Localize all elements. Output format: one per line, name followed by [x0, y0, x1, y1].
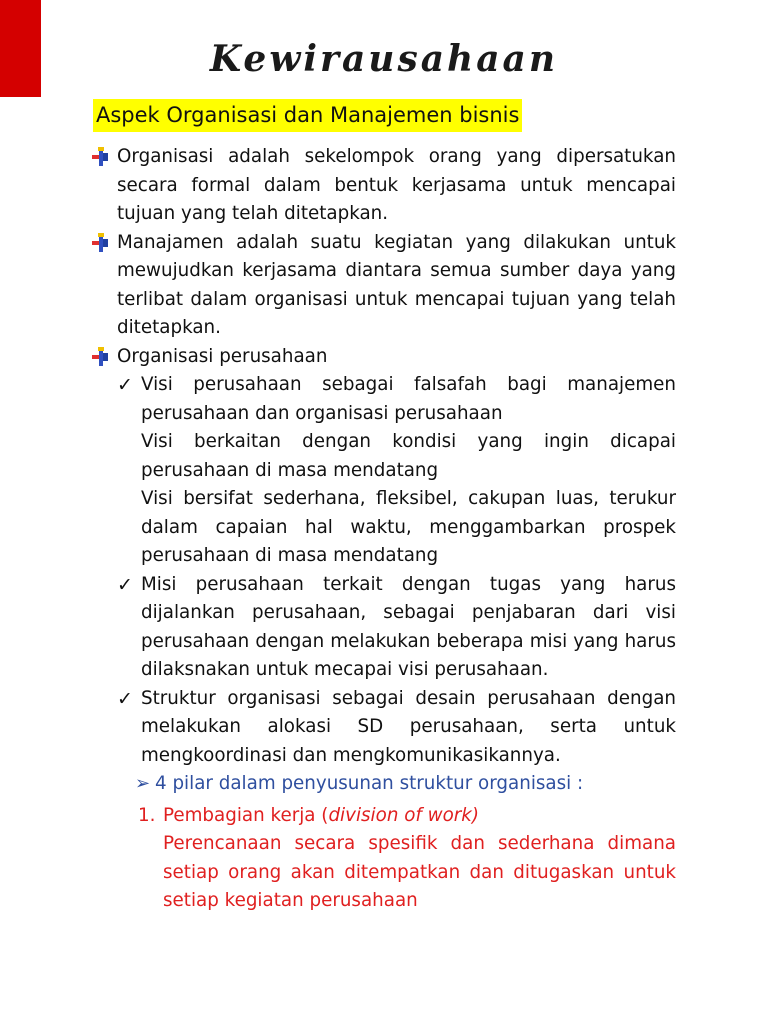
- page-title: Kewirausahaan: [209, 38, 559, 80]
- bullet-text: Organisasi adalah sekelompok orang yang dipersatukan secara formal dalam bentuk kerjasama untuk mencapai tujuan yang telah ditetapkan.: [117, 146, 676, 224]
- visi-detail-2: Visi bersifat sederhana, fleksibel, cakupan luas, terukur dalam capaian hal waktu, menggambarkan prospek perusahaan di masa mendatang: [141, 488, 676, 566]
- checkmark-icon: ✓: [117, 573, 133, 596]
- check-text: Visi perusahaan sebagai falsafah bagi manajemen perusahaan dan organisasi perusahaan: [141, 374, 676, 424]
- pillar-label-italic: division of work): [328, 804, 480, 826]
- bullet-item-organisasi: [90, 143, 676, 229]
- check-text: Struktur organisasi sebagai desain perusahaan dengan melakukan alokasi SD perusahaan, serta untuk mengkoordinasi dan mengkomunikasikannya.: [141, 687, 676, 766]
- document-body: [90, 143, 676, 916]
- check-text: Misi perusahaan terkait dengan tugas yang harus dijalankan perusahaan, sebagai penjabaran dari visi perusahaan dengan melakukan beberapa misi yang harus dilaksnakan untuk mecapai visi perusahaan.: [141, 573, 676, 680]
- arrow-bullet-icon: ➢: [135, 773, 151, 794]
- pillar-label-prefix: Pembagian kerja (: [163, 804, 329, 826]
- check-item-struktur: [90, 685, 676, 771]
- pillar-number: 1.: [138, 804, 156, 826]
- pillars-heading-text: 4 pilar dalam penyusunan struktur organisasi :: [155, 773, 584, 794]
- checkmark-icon: ✓: [117, 687, 133, 710]
- visi-detail-1: Visi berkaitan dengan kondisi yang ingin dicapai perusahaan di masa mendatang: [141, 431, 676, 481]
- bullet-item-manajemen: [90, 229, 676, 343]
- pin-bullet-icon: [90, 147, 112, 167]
- section-heading: Aspek Organisasi dan Manajemen bisnis: [93, 99, 522, 132]
- bullet-text: Manajamen adalah suatu kegiatan yang dilakukan untuk mewujudkan kerjasama diantara semua sumber daya yang terlibat dalam organisasi untuk mencapai tujuan yang telah ditetapkan.: [117, 231, 676, 338]
- pillar-item-1: [90, 802, 676, 916]
- pillars-heading: [90, 770, 676, 799]
- bullet-item-organisasi-perusahaan: [90, 343, 676, 372]
- check-item-visi: [90, 371, 676, 428]
- bullet-text: Organisasi perusahaan: [117, 345, 328, 367]
- pillar-label: [163, 805, 479, 826]
- checkmark-icon: ✓: [117, 374, 133, 396]
- pin-bullet-icon: [90, 347, 112, 367]
- pin-bullet-icon: [90, 233, 112, 253]
- check-item-misi: [90, 571, 676, 685]
- pillar-description: Perencanaan secara spesifik dan sederhana dimana setiap orang akan ditempatkan dan ditugaskan untuk setiap kegiatan perusahaan: [163, 833, 676, 911]
